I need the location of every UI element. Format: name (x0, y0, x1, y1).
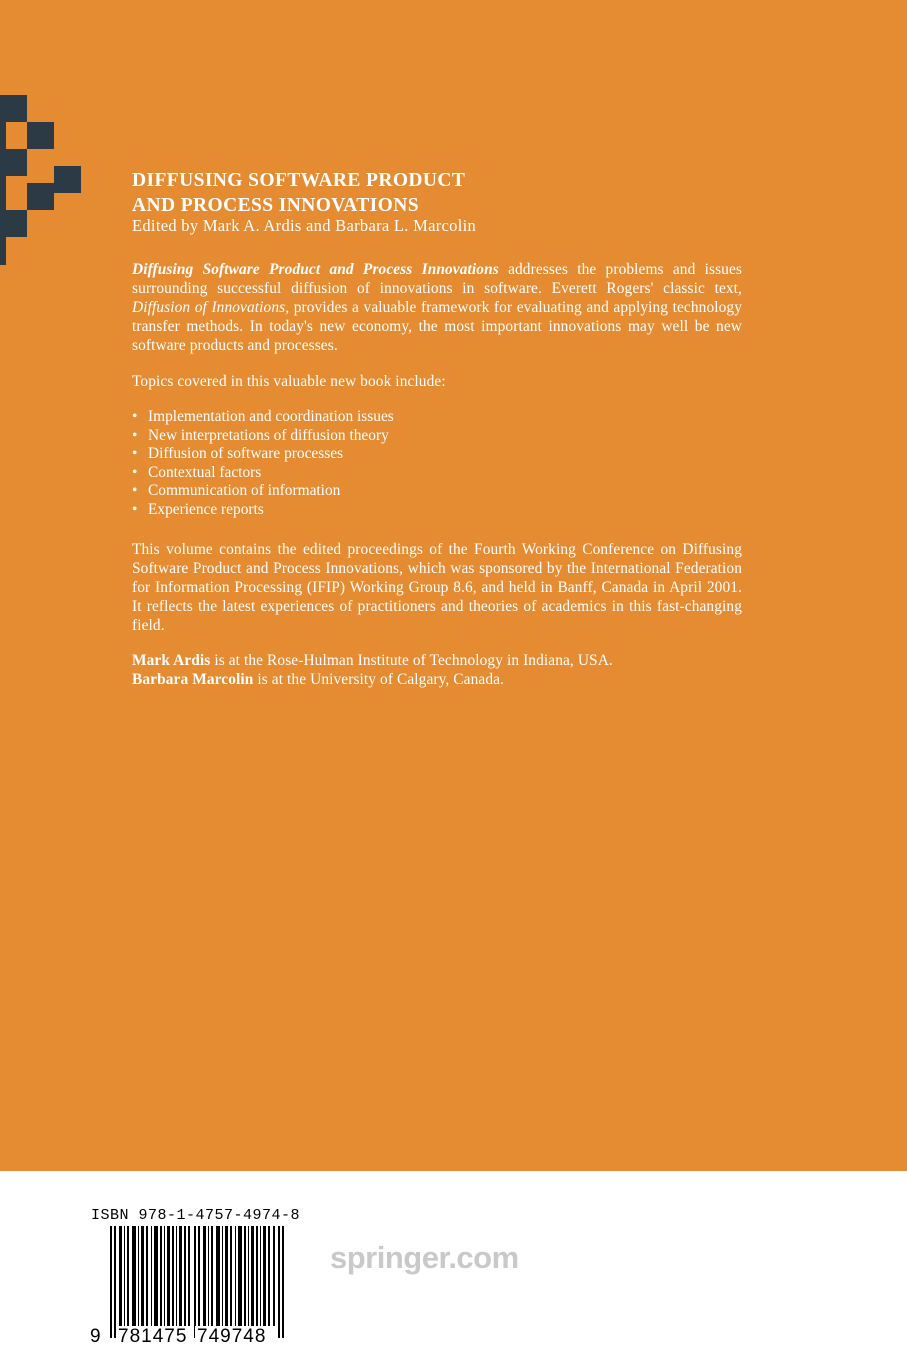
topic-label: Communication of information (148, 482, 341, 500)
author-line (132, 651, 742, 670)
author-name: Mark Ardis (132, 652, 211, 669)
intro-paragraph (132, 260, 742, 355)
author-line (132, 670, 742, 689)
intro-classic-title: Diffusion of Innovations, (132, 299, 290, 316)
bullet-icon: • (132, 482, 138, 500)
topics-intro: Topics covered in this valuable new book include: (132, 373, 446, 390)
isbn-label: ISBN 978-1-4757-4974-8 (91, 1207, 301, 1224)
list-item (132, 408, 394, 427)
topic-label: New interpretations of diffusion theory (148, 426, 389, 444)
editors-line: Edited by Mark A. Ardis and Barbara L. Marcolin (132, 216, 477, 235)
intro-book-title: Diffusing Software Product and Process Innovations (132, 261, 499, 278)
bullet-icon: • (132, 463, 138, 481)
author-affiliation: is at the Rose-Hulman Institute of Technology in Indiana, USA. (210, 652, 613, 669)
authors-block (132, 651, 742, 689)
checkerboard-decoration (0, 95, 82, 265)
barcode-lead-digit: 9 (90, 1326, 102, 1347)
topic-label: Implementation and coordination issues (148, 408, 394, 425)
list-item (132, 464, 394, 483)
barcode-digits-left: 781475 (118, 1326, 188, 1347)
topics-list (132, 408, 394, 520)
topic-label: Diffusion of software processes (148, 445, 344, 463)
list-item (132, 427, 394, 446)
author-name: Barbara Marcolin (132, 671, 254, 688)
list-item (132, 445, 394, 464)
barcode-digits-right: 749748 (197, 1326, 267, 1347)
list-item (132, 501, 394, 520)
bullet-icon: • (132, 445, 138, 463)
topic-label: Contextual factors (148, 463, 262, 481)
intro-text-2: provides a valuable framework for evaluating and applying technology transfer methods. In today's new economy, the most important innovations may well be new software products and processes. (132, 299, 743, 354)
bullet-icon: • (132, 500, 138, 518)
bullet-icon: • (132, 408, 138, 425)
title-line-1: DIFFUSING SOFTWARE PRODUCT (132, 170, 466, 191)
author-affiliation: is at the University of Calgary, Canada. (253, 671, 505, 688)
book-title (132, 168, 772, 218)
title-line-2: AND PROCESS INNOVATIONS (132, 195, 419, 216)
list-item (132, 482, 394, 501)
topic-label: Experience reports (148, 500, 264, 518)
intro-text-1: addresses the problems and issues surrounding successful diffusion of innovations in software. Everett Rogers' classic text, (132, 261, 742, 297)
bullet-icon: • (132, 426, 138, 444)
publisher-website: springer.com (330, 1240, 519, 1275)
barcode-icon (110, 1226, 286, 1338)
proceedings-paragraph: This volume contains the edited proceedings of the Fourth Working Conference on Diffusing Software Product and Process Innovations, which was sponsored by the International Federation for Information Processing (IFIP) Working Group 8.6, and held in Banff, Canada in April 2001. It reflects the latest experiences of practitioners and theories of academics in this fast-changing field. (132, 541, 742, 634)
